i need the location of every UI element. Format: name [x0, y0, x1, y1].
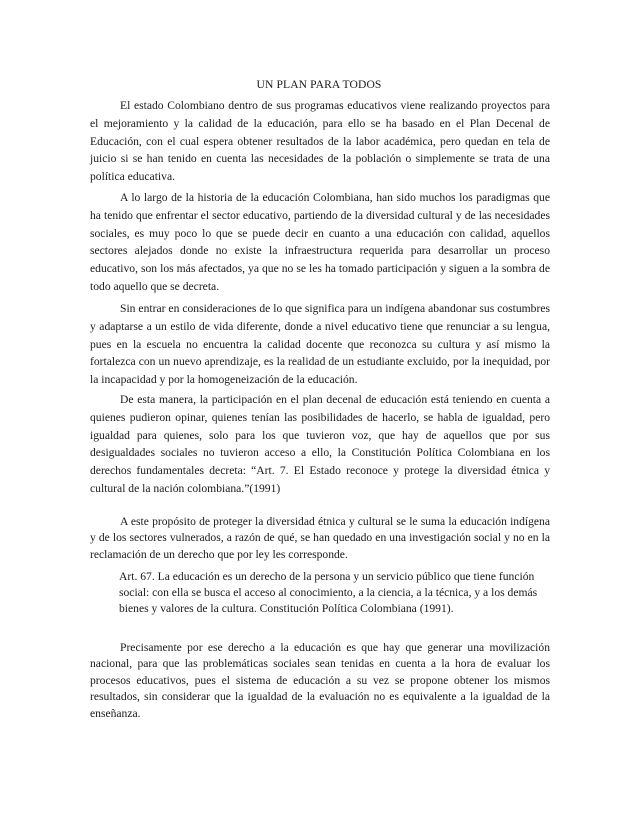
paragraph-5: A este propósito de proteger la diversidad étnica y cultural se le suma la educación indígena y de los sectores vulnerados, a razón de qué, se han quedado en una investigación social y no en la reclamación de un derecho que por ley les corresponde. [90, 515, 550, 561]
document-title: UN PLAN PARA TODOS [256, 78, 382, 91]
paragraph-6: Precisamente por ese derecho a la educación es que hay que generar una movilización nacional, para que las problemáticas sociales sean tenidas en cuenta a la hora de evaluar los procesos educativos, pues el sistema de educación a su vez se propone obtener los mismos resultados, sin considerar que la igualdad de la evaluación no es equivalente a la igualdad de la enseñanza. [90, 641, 550, 720]
paragraph-2: A lo largo de la historia de la educación Colombiana, han sido muchos los paradigmas que ha tenido que enfrentar el sector educativo, partiendo de la diversidad cultural y de las necesidades sociales, es muy poco lo que se puede decir en cuanto a una educación con calidad, aquellos sectores alejados donde no existe la infraestructura requerida para desarrollar un proceso educativo, son los más afectados, ya que no se les ha tomado participación y siguen a la sombra de todo aquello que se decreta. [90, 191, 550, 293]
block-quote: Art. 67. La educación es un derecho de la persona y un servicio público que tiene función social: con ella se busca el acceso al conocimiento, a la ciencia, a la técnica, y a los demás bienes y valores de la cultura. Constitución Política Colombiana (1991). [119, 570, 538, 615]
paragraph-3: Sin entrar en consideraciones de lo que significa para un indígena abandonar sus costumbres y adaptarse a un estilo de vida diferente, donde a nivel educativo tiene que renunciar a su lengua, pues en la escuela no encuentra la calidad docente que reconozca su cultura y así mismo la fortalezca con un nuevo aprendizaje, es la realidad de un estudiante excluido, por la inequidad, por la incapacidad y por la homogeneización de la educación. [90, 302, 550, 387]
paragraph-1: El estado Colombiano dentro de sus programas educativos viene realizando proyectos para el mejoramiento y la calidad de la educación, para ello se ha basado en el Plan Decenal de Educación, con el cual espera obtener resultados de la labor académica, pero quedan en tela de juicio si se han tenido en cuenta las necesidades de la población o simplemente se trata de una política educativa. [90, 99, 550, 184]
paragraph-4: De esta manera, la participación en el plan decenal de educación está teniendo en cuenta a quienes pudieron opinar, quienes tenían las posibilidades de hacerlo, se habla de igualdad, pero igualdad para quienes, solo para los que tuvieron voz, que hay de aquellos que por sus desigualdades sociales no tuvieron acceso a ello, la Constitución Política Colombiana en los derechos fundamentales decreta: “Art. 7. El Estado reconoce y protege la diversidad étnica y cultural de la nación colombiana.”(1991) [90, 393, 550, 495]
